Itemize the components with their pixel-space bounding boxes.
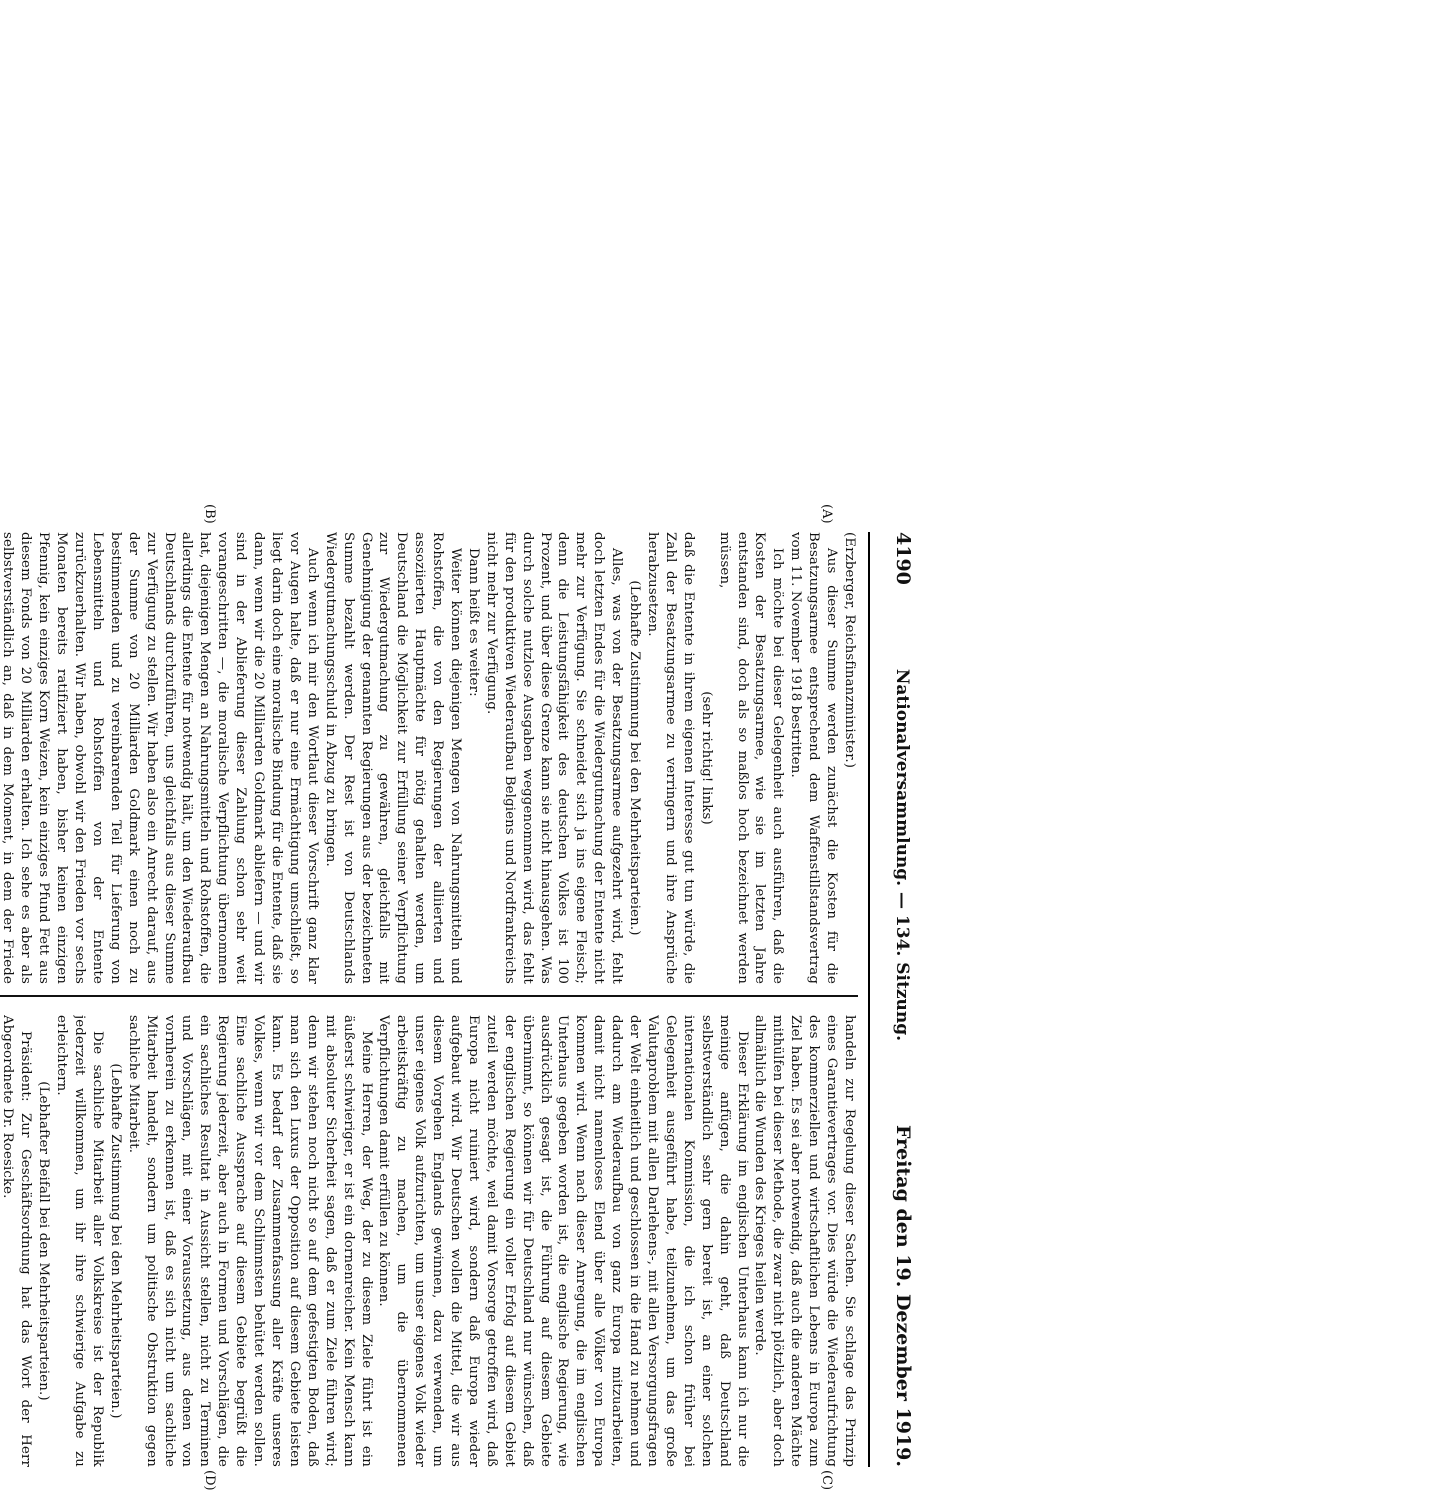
margin-marker-c: (C)	[819, 1470, 834, 1491]
margin-marker-a: (A)	[819, 504, 834, 524]
paragraph: (sehr richtig! links)	[698, 691, 714, 825]
margin-marker-d: (D)	[202, 1470, 217, 1491]
paragraph: Dieser Erklärung im englischen Unterhaus kann ich nur die meinige anfügen, die dahin geht, daß Deutschland selbstverständlich sehr gern bereit ist, an einer solchen internationalen Kommission, die ich schon früher bei Gelegenheit ausgeführt habe, teilzunehmen, um das große Valutaproblem mit allen Darlehens-, mit allen Versorgungsfragen der Welt einheitlich und geschlossen in die Hand zu nehmen und dadurch am Wiederaufbau von ganz Europa mitzuarbeiten, damit nicht namenloses Elend über alle Völker von Europa kommen wird. Wenn nach dieser Anregung, die im englischen Unterhaus gegeben worden ist, die englische Regierung, wie ausdrücklich gesagt ist, die Führung auf diesem Gebiete übernimmt, so können wir für Deutschland nur wünschen, daß der englischen Regierung ein voller Erfolg auf diesem Gebiet zuteil werden möchte, weil damit Vorsorge getroffen wird, daß Europa nicht ruiniert wird, sondern daß Europa wieder aufgebaut wird. Wir Deutschen wollen die Mittel, die wir aus diesem Vorgehen Englands gewinnen, dazu verwenden, um unser eigenes Volk aufzurichten, um unser eigenes Volk wieder arbeitskräftig zu machen, um die übernommenen Verpflichtungen damit erfüllen zu können.	[376, 1015, 750, 1467]
paragraph: Dann heißt es weiter:	[465, 548, 481, 697]
paragraph: Präsident: Zur Geschäftsordnung hat das Wort der Herr Abgeordnete Dr. Roesicke.	[0, 1015, 34, 1467]
paragraph: Die sachliche Mitarbeit aller Volkskreise ist der Republik jederzeit willkommen, um ihr ihre schwierige Aufgabe zu erleichtern.	[54, 1015, 105, 1467]
left-column	[0, 532, 858, 984]
column-divider	[0, 995, 858, 997]
paragraph: (Lebhafter Beifall bei den Mehrheitsparteien.)	[36, 1081, 52, 1401]
paragraph: Auch wenn ich mir den Wortlaut dieser Vorschrift ganz klar vor Augen halte, daß er nur eine Ermächtigung umschließt, so liegt darin doch eine moralische Bindung für die Entente, daß sie dann, wenn wir die 20 Milliarden Goldmark abliefern — und wir sind in der Ablieferung dieser Zahlung schon sehr weit vorangeschritten —, die moralische Verpflichtung übernommen hat, diejenigen Mengen an Nahrungsmitteln und Rohstoffen, die allerdings die Entente für notwendig hält, um den Wiederaufbau Deutschlands durchzuführen, uns gleichfalls aus dieser Summe zur Verfügung zu stellen. Wir haben also ein Anrecht darauf, aus der Summe von 20 Milliarden Goldmark einen noch zu bestimmenden und zu vereinbarenden Teil für Lieferung von Lebensmitteln und Rohstoffen von der Entente zurückzuerhalten. Wir haben, obwohl wir den Frieden vor sechs Monaten bereits ratifiziert haben, bisher keinen einzigen Pfennig, kein einziges Korn Weizen, kein einziges Pfund Fett aus diesem Fonds von 20 Milliarden erhalten. Ich sehe es aber als selbstverständlich an, daß in dem Moment, in dem der Friede	[0, 532, 320, 984]
paragraph: handeln zur Regelung dieser Sachen. Sie schlage das Prinzip eines Garantievertrages vor. Dies würde die Wiederaufrichtung des kommerziellen und wirtschaftlichen Lebens in Europa zum Ziel haben. Es sei aber notwendig, daß auch die anderen Mächte mithülfen bei dieser Methode, die zwar nicht plötzlich, aber doch allmählich die Wunden des Krieges heilen werde.	[752, 1015, 857, 1467]
paragraph: Aus dieser Summe werden zunächst die Kosten für die Besatzungsarmee entsprechend dem Waffenstillstandsvertrag vom 11. November 1918 bestritten.	[788, 532, 840, 984]
paragraph: (Lebhafte Zustimmung bei den Mehrheitsparteien.)	[627, 580, 643, 936]
paragraph: Meine Herren, der Weg, der zu diesem Ziele führt ist ein äußerst schwieriger, er ist ein dornenreicher. Kein Mensch kann mit absoluter Sicherheit sagen, daß er zum Ziele führen wird; denn wir stehen noch nicht so auf dem gefestigten Boden, daß man sich den Luxus der Opposition auf diesem Gebiete leisten kann. Es bedarf der Zusammenfassung aller Kräfte unseres Volkes, wenn wir vor dem Schlimmsten behütet werden sollen. Eine sachliche Aussprache auf diesem Gebiete begrüßt die Regierung jederzeit, aber auch in Formen und Vorschlägen, die ein sachliches Resultat in Aussicht stellen, nicht zu Terminen und Vorschlägen, mit einer Voraussetzung, aus denen von vornherein zu erkennen ist, daß es sich nicht um sachliche Mitarbeit handelt, sondern um politische Obstruktion gegen sachliche Mitarbeit.	[125, 1015, 374, 1467]
paragraph: (Erzberger, Reichsfinanzminister.)	[842, 532, 857, 769]
header-date: Freitag den 19. Dezember 1919.	[892, 1125, 914, 1467]
paragraph: (Lebhafte Zustimmung bei den Mehrheitsparteien.)	[107, 1063, 123, 1419]
right-column	[0, 1015, 858, 1467]
page-number: 4190	[892, 532, 914, 585]
margin-marker-b: (B)	[202, 504, 217, 524]
header-title: Nationalversammlung. — 134. Sitzung.	[892, 668, 912, 1042]
document-page	[0, 492, 942, 1492]
paragraph: Weiter können diejenigen Mengen von Nahrungsmitteln und Rohstoffen, die von den Regierungen der alliierten und assoziierten Hauptmächte für nötig gehalten werden, um Deutschland die Möglichkeit zur Erfüllung seiner Verpflichtung zur Wiedergutmachung zu gewähren, gleichfalls mit Genehmigung der genannten Regierungen aus der bezeichneten Summe bezahlt werden. Der Rest ist von Deutschlands Wiedergutmachungsschuld in Abzug zu bringen.	[322, 532, 464, 984]
paragraph: Alles, was von der Besatzungsarmee aufgezehrt wird, fehlt doch letzten Endes für die Wiedergutmachung der Entente nicht mehr zur Verfügung. Sie schneidet sich ja ins eigene Fleisch; denn die Leistungsfähigkeit des deutschen Volkes ist 100 Prozent, und über diese Grenze kann sie nicht hinausgehen. Was durch solche nutzlose Ausgaben weggenommen wird, das fehlt für den produktiven Wiederaufbau Belgiens und Nordfrankreichs nicht mehr zur Verfügung.	[483, 532, 625, 984]
paragraph: daß die Entente in ihrem eigenen Interesse gut tun würde, die Zahl der Besatzungsarmee zu verringern und ihre Ansprüche herabzusetzen.	[645, 532, 696, 984]
paragraph: Ich möchte bei dieser Gelegenheit auch ausführen, daß die Kosten der Besatzungsarmee, wie sie im letzten Jahre entstanden sind, doch als so maßlos hoch bezeichnet werden müssen,	[716, 532, 786, 984]
